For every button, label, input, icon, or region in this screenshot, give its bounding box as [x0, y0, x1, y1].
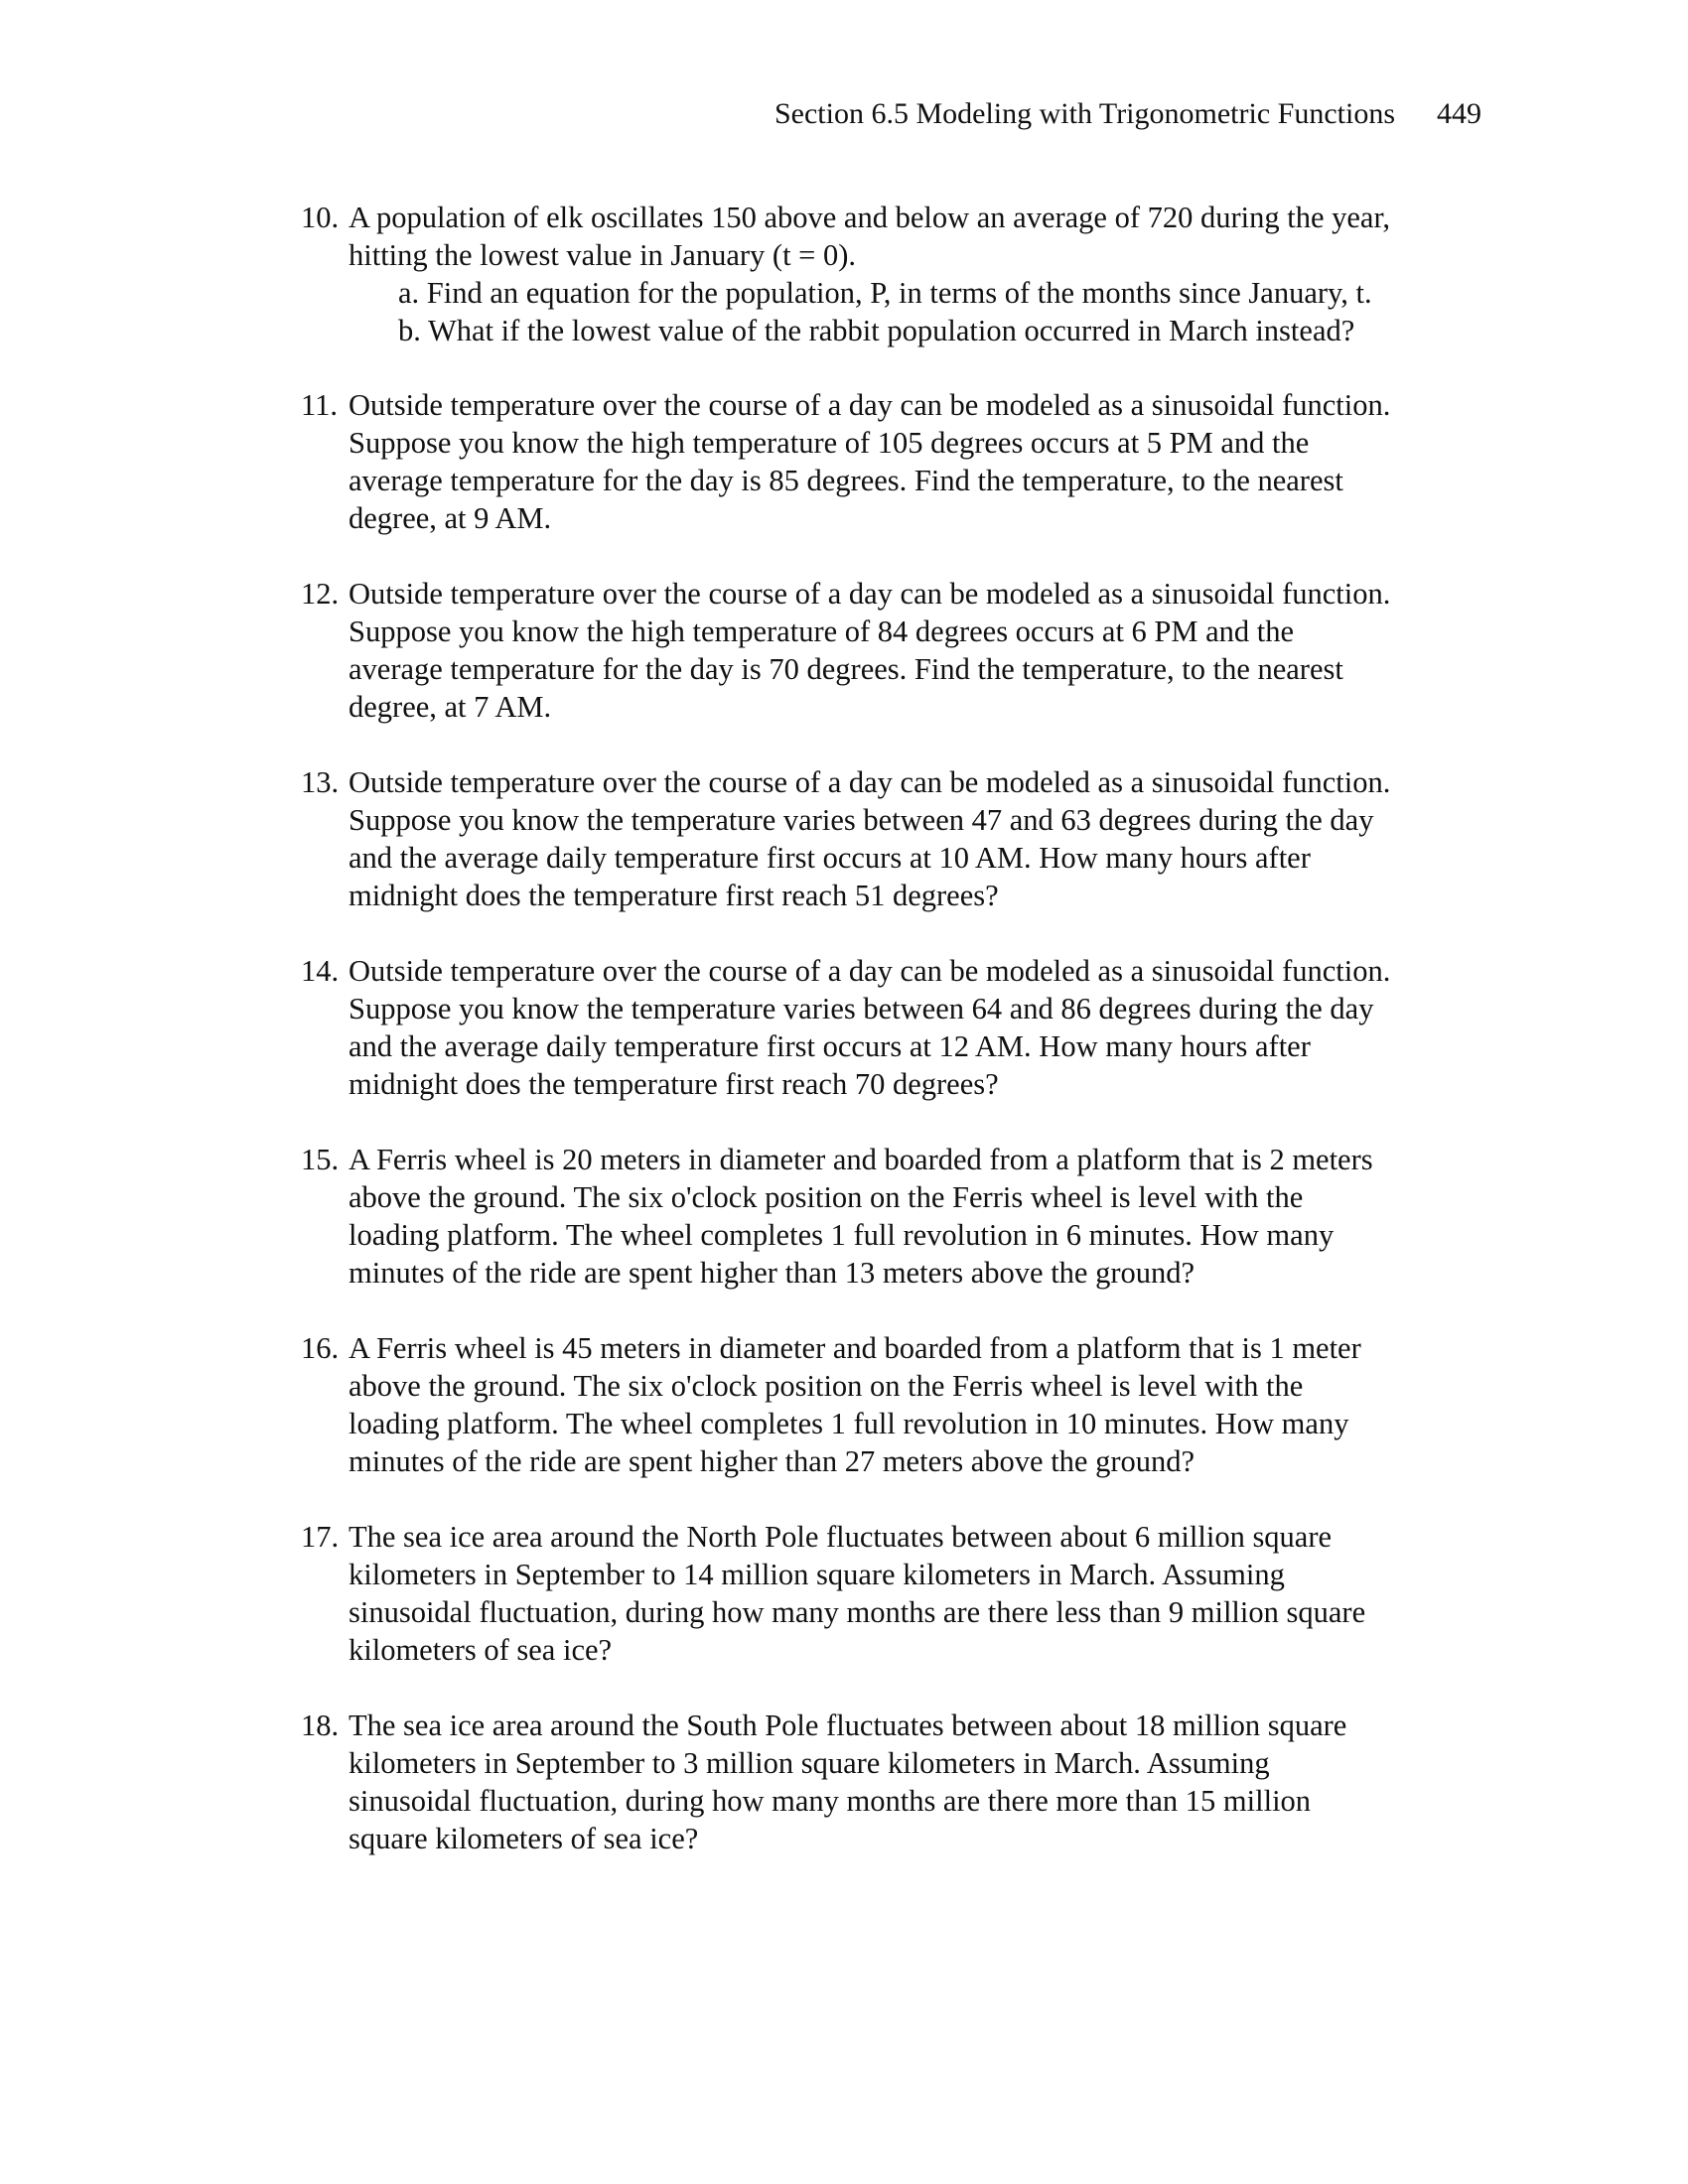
running-header	[774, 97, 1481, 131]
problem-line: above the ground. The six o'clock position on the Ferris wheel is level with the	[349, 1369, 1304, 1403]
problem-12	[301, 575, 1522, 726]
problem-line: hitting the lowest value in January (t = 0).	[349, 238, 857, 272]
problem-line: kilometers in September to 14 million square kilometers in March. Assuming	[349, 1558, 1285, 1591]
problem-line: average temperature for the day is 70 degrees. Find the temperature, to the nearest	[349, 652, 1343, 686]
problem-number: 14.	[301, 954, 340, 988]
problem-line: loading platform. The wheel completes 1 full revolution in 10 minutes. How many	[349, 1407, 1349, 1440]
problem-line: Outside temperature over the course of a day can be modeled as a sinusoidal function.	[349, 765, 1391, 799]
problem-line: loading platform. The wheel completes 1 full revolution in 6 minutes. How many	[349, 1218, 1335, 1252]
problem-16	[301, 1329, 1522, 1480]
problem-15	[301, 1141, 1522, 1292]
problem-line: Suppose you know the high temperature of 105 degrees occurs at 5 PM and the	[349, 426, 1310, 460]
problem-line: kilometers in September to 3 million square kilometers in March. Assuming	[349, 1746, 1270, 1780]
problem-line: minutes of the ride are spent higher than 13 meters above the ground?	[349, 1256, 1196, 1290]
problem-line: A population of elk oscillates 150 above and below an average of 720 during the year,	[349, 201, 1391, 234]
problem-14	[301, 952, 1522, 1103]
problem-part-b: b. What if the lowest value of the rabbit population occurred in March instead?	[398, 314, 1355, 347]
problem-line: Outside temperature over the course of a day can be modeled as a sinusoidal function.	[349, 954, 1391, 988]
problem-number: 17.	[301, 1520, 340, 1554]
problem-13	[301, 763, 1522, 914]
problem-line: minutes of the ride are spent higher than 27 meters above the ground?	[349, 1444, 1196, 1478]
problem-number: 15.	[301, 1143, 340, 1176]
problem-18	[301, 1706, 1522, 1857]
problem-line: The sea ice area around the South Pole fluctuates between about 18 million square	[349, 1708, 1347, 1742]
problem-10	[301, 199, 1522, 349]
problem-line: and the average daily temperature first occurs at 12 AM. How many hours after	[349, 1029, 1311, 1063]
section-title: Section 6.5 Modeling with Trigonometric Functions	[774, 97, 1395, 130]
problem-line: midnight does the temperature first reach 70 degrees?	[349, 1067, 999, 1101]
problem-number: 18.	[301, 1708, 340, 1742]
problem-line: Outside temperature over the course of a day can be modeled as a sinusoidal function.	[349, 388, 1391, 422]
problem-line: square kilometers of sea ice?	[349, 1822, 699, 1855]
problem-line: kilometers of sea ice?	[349, 1633, 613, 1667]
problem-17	[301, 1518, 1522, 1669]
problem-line: degree, at 9 AM.	[349, 501, 552, 535]
problem-line: Suppose you know the temperature varies between 64 and 86 degrees during the day	[349, 992, 1374, 1025]
problem-number: 16.	[301, 1331, 340, 1365]
problem-line: Outside temperature over the course of a day can be modeled as a sinusoidal function.	[349, 577, 1391, 611]
problem-line: degree, at 7 AM.	[349, 690, 552, 724]
problem-line: midnight does the temperature first reach 51 degrees?	[349, 879, 999, 912]
problem-number: 10.	[301, 201, 340, 234]
problem-line: and the average daily temperature first occurs at 10 AM. How many hours after	[349, 841, 1311, 875]
problem-line: A Ferris wheel is 45 meters in diameter and boarded from a platform that is 1 meter	[349, 1331, 1361, 1365]
problem-number: 13.	[301, 765, 340, 799]
problem-line: Suppose you know the temperature varies between 47 and 63 degrees during the day	[349, 803, 1374, 837]
page-number: 449	[1437, 97, 1481, 130]
problem-part-a: a. Find an equation for the population, P, in terms of the months since January, t.	[398, 276, 1372, 310]
problem-number: 12.	[301, 577, 340, 611]
problem-line: A Ferris wheel is 20 meters in diameter and boarded from a platform that is 2 meters	[349, 1143, 1373, 1176]
problem-line: sinusoidal fluctuation, during how many months are there less than 9 million square	[349, 1595, 1366, 1629]
problem-line: above the ground. The six o'clock position on the Ferris wheel is level with the	[349, 1180, 1304, 1214]
problem-line: average temperature for the day is 85 degrees. Find the temperature, to the nearest	[349, 464, 1343, 497]
problem-line: sinusoidal fluctuation, during how many months are there more than 15 million	[349, 1784, 1312, 1818]
problem-11	[301, 386, 1522, 537]
problem-line: The sea ice area around the North Pole fluctuates between about 6 million square	[349, 1520, 1333, 1554]
problem-line: Suppose you know the high temperature of 84 degrees occurs at 6 PM and the	[349, 614, 1295, 648]
problem-number: 11.	[301, 388, 338, 422]
